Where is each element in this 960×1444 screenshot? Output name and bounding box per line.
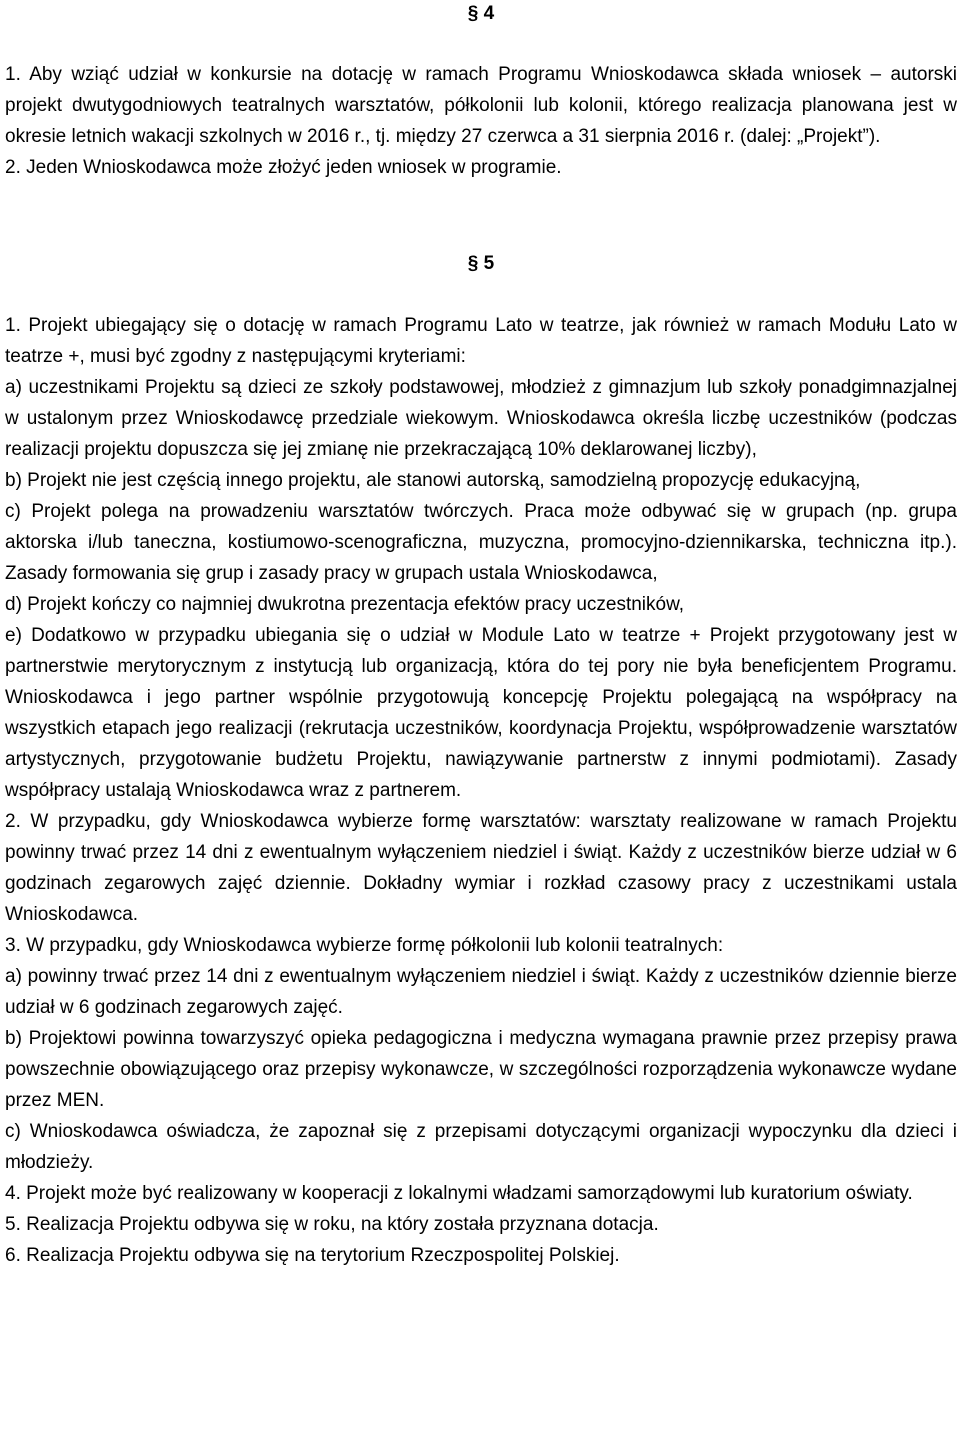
section-heading-4: § 4	[467, 3, 495, 24]
paragraph: a) powinny trwać przez 14 dni z ewentualnym wyłączeniem niedziel i świąt. Każdy z uczestników dziennie bierze udział w 6 godzinach zegarowych zajęć.	[5, 966, 957, 1018]
section-heading-5: § 5	[467, 253, 495, 274]
paragraph: c) Projekt polega na prowadzeniu warsztatów twórczych. Praca może odbywać się w grupach (np. grupa aktorska i/lub taneczna, kostiumowo-scenograficzna, muzyczna, promocyjno-dziennikarska, techniczna itp.). Zasady formowania się grup i zasady pracy w grupach ustala Wnioskodawca,	[5, 501, 957, 584]
paragraph: a) uczestnikami Projektu są dzieci ze szkoły podstawowej, młodzież z gimnazjum lub szkoły ponadgimnazjalnej w ustalonym przez Wnioskodawcę przedziale wiekowym. Wnioskodawca określa liczbę uczestników (podczas realizacji projektu dopuszcza się jej zmianę nie przekraczającą 10% deklarowanej liczby),	[5, 377, 957, 460]
paragraph: b) Projektowi powinna towarzyszyć opieka pedagogiczna i medyczna wymagana prawnie przez przepisy prawa powszechnie obowiązującego oraz przepisy wykonawcze, w szczególności rozporządzenia wykonawcze wydane przez MEN.	[5, 1028, 957, 1111]
paragraph: 4. Projekt może być realizowany w kooperacji z lokalnymi władzami samorządowymi lub kuratorium oświaty.	[5, 1183, 913, 1204]
paragraph: 2. W przypadku, gdy Wnioskodawca wybierze formę warsztatów: warsztaty realizowane w ramach Projektu powinny trwać przez 14 dni z ewentualnym wyłączeniem niedziel i świąt. Każdy z uczestników bierze udział w 6 godzinach zegarowych zajęć dziennie. Dokładny wymiar i rozkład czasowy pracy z uczestnikami ustala Wnioskodawca.	[5, 811, 957, 925]
paragraph: b) Projekt nie jest częścią innego projektu, ale stanowi autorską, samodzielną propozycję edukacyjną,	[5, 470, 861, 491]
section-4-body	[5, 59, 957, 183]
paragraph: 1. Projekt ubiegający się o dotację w ramach Programu Lato w teatrze, jak również w ramach Modułu Lato w teatrze +, musi być zgodny z następującymi kryteriami:	[5, 315, 957, 367]
paragraph: c) Wnioskodawca oświadcza, że zapoznał się z przepisami dotyczącymi organizacji wypoczynku dla dzieci i młodzieży.	[5, 1121, 957, 1173]
paragraph: 6. Realizacja Projektu odbywa się na terytorium Rzeczpospolitej Polskiej.	[5, 1245, 620, 1266]
section-5-body	[5, 310, 957, 1271]
paragraph: 1. Aby wziąć udział w konkursie na dotację w ramach Programu Wnioskodawca składa wniosek – autorski projekt dwutygodniowych teatralnych warsztatów, półkolonii lub kolonii, którego realizacja planowana jest w okresie letnich wakacji szkolnych w 2016 r., tj. między 27 czerwca a 31 sierpnia 2016 r. (dalej: „Projekt”).	[5, 64, 957, 147]
paragraph: 3. W przypadku, gdy Wnioskodawca wybierze formę półkolonii lub kolonii teatralnych:	[5, 935, 724, 956]
paragraph: 2. Jeden Wnioskodawca może złożyć jeden wniosek w programie.	[5, 157, 562, 178]
paragraph: 5. Realizacja Projektu odbywa się w roku, na który została przyznana dotacja.	[5, 1214, 659, 1235]
paragraph: d) Projekt kończy co najmniej dwukrotna prezentacja efektów pracy uczestników,	[5, 594, 685, 615]
paragraph: e) Dodatkowo w przypadku ubiegania się o udział w Module Lato w teatrze + Projekt przygotowany jest w partnerstwie merytorycznym z instytucją lub organizacją, która do tej pory nie była beneficjentem Programu. Wnioskodawca i jego partner wspólnie przygotowują koncepcję Projektu polegającą na współpracy na wszystkich etapach jego realizacji (rekrutacja uczestników, koordynacja Projektu, współprowadzenie warsztatów artystycznych, przygotowanie budżetu Projektu, nawiązywanie partnerstw z innymi podmiotami). Zasady współpracy ustalają Wnioskodawca wraz z partnerem.	[5, 625, 957, 801]
